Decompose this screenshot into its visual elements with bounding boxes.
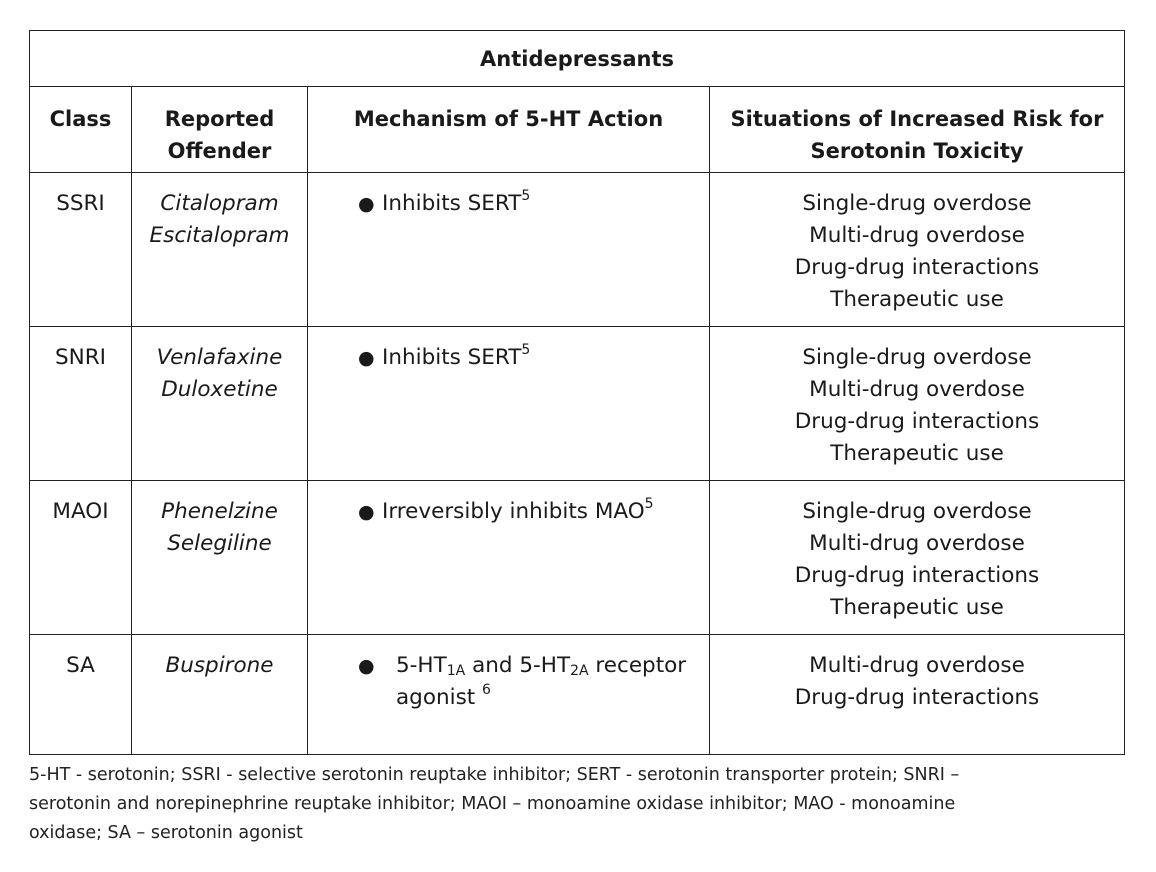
table-row <box>30 327 1125 481</box>
header-risk-line2: Serotonin Toxicity <box>810 139 1024 163</box>
risk-cell <box>710 481 1125 635</box>
risk-item: Drug-drug interactions <box>794 685 1040 710</box>
drug-name: Duloxetine <box>161 377 278 402</box>
risk-item: Multi-drug overdose <box>809 653 1025 678</box>
bullet-icon: ● <box>358 655 375 677</box>
mechanism-text: Irreversibly inhibits MAO$^5$ <box>382 495 654 524</box>
drug-name: Citalopram <box>160 191 279 216</box>
risk-item: Therapeutic use <box>830 287 1004 312</box>
drug-name: Venlafaxine <box>156 345 283 370</box>
footnote-line: serotonin and norepinephrine reuptake inhibitor; MAOI – monoamine oxidase inhibitor; MAO - monoamine <box>29 794 956 814</box>
mechanism-cell <box>308 635 710 755</box>
drug-name: Buspirone <box>165 653 274 678</box>
risk-item: Multi-drug overdose <box>809 223 1025 248</box>
risk-item: Drug-drug interactions <box>794 255 1040 280</box>
table-row <box>30 635 1125 755</box>
reference-superscript: 5 <box>521 187 531 204</box>
class-cell: SNRI <box>30 327 132 481</box>
offender-cell <box>132 635 308 755</box>
reference-superscript: 5 <box>521 341 531 358</box>
risk-cell <box>710 635 1125 755</box>
mechanism-text: Inhibits SERT$^5$ <box>382 341 531 370</box>
footnote-line: 5-HT - serotonin; SSRI - selective serotonin reuptake inhibitor; SERT - serotonin transporter protein; SNRI – <box>29 765 960 785</box>
risk-item: Drug-drug interactions <box>794 563 1040 588</box>
mechanism-text: Inhibits SERT$^5$ <box>382 187 531 216</box>
reference-superscript: 6 <box>482 681 491 698</box>
mechanism-item <box>308 342 709 374</box>
table-footnote <box>29 761 1029 848</box>
header-risk <box>710 87 1125 173</box>
table-row <box>30 173 1125 327</box>
header-offender <box>132 87 308 173</box>
class-cell: SA <box>30 635 132 755</box>
drug-name: Phenelzine <box>161 499 278 524</box>
class-cell: SSRI <box>30 173 132 327</box>
drug-name: Escitalopram <box>149 223 290 248</box>
reference-superscript: 5 <box>644 495 654 512</box>
drug-name: Selegiline <box>167 531 272 556</box>
risk-item: Multi-drug overdose <box>809 531 1025 556</box>
footnote-line: oxidase; SA – serotonin agonist <box>29 823 303 843</box>
bullet-icon: ● <box>358 347 375 369</box>
mechanism-item <box>308 650 709 714</box>
offender-cell <box>132 481 308 635</box>
risk-item: Multi-drug overdose <box>809 377 1025 402</box>
table-row <box>30 481 1125 635</box>
bullet-icon: ● <box>358 193 375 215</box>
class-cell: MAOI <box>30 481 132 635</box>
document-page <box>29 30 1125 848</box>
offender-cell <box>132 173 308 327</box>
mechanism-cell <box>308 481 710 635</box>
mechanism-item <box>308 188 709 220</box>
antidepressants-table <box>29 30 1125 755</box>
risk-item: Single-drug overdose <box>802 345 1032 370</box>
header-row <box>30 87 1125 173</box>
table-title: Antidepressants <box>30 31 1125 87</box>
header-class: Class <box>30 87 132 173</box>
offender-cell <box>132 327 308 481</box>
mechanism-item <box>308 496 709 528</box>
risk-item: Therapeutic use <box>830 595 1004 620</box>
risk-item: Therapeutic use <box>830 441 1004 466</box>
risk-item: Single-drug overdose <box>802 191 1032 216</box>
header-offender-line2: Offender <box>167 139 272 163</box>
mechanism-cell <box>308 327 710 481</box>
bullet-icon: ● <box>358 501 375 523</box>
risk-item: Drug-drug interactions <box>794 409 1040 434</box>
risk-item: Single-drug overdose <box>802 499 1032 524</box>
mechanism-cell <box>308 173 710 327</box>
header-mechanism: Mechanism of 5-HT Action <box>308 87 710 173</box>
risk-cell <box>710 327 1125 481</box>
mechanism-text: $5-HT_{1A}$ and $5-HT_{2A}$ receptor agonist $^6$ <box>396 653 687 710</box>
header-risk-line1: Situations of Increased Risk for <box>730 107 1104 131</box>
risk-cell <box>710 173 1125 327</box>
header-offender-line1: Reported <box>164 107 275 131</box>
